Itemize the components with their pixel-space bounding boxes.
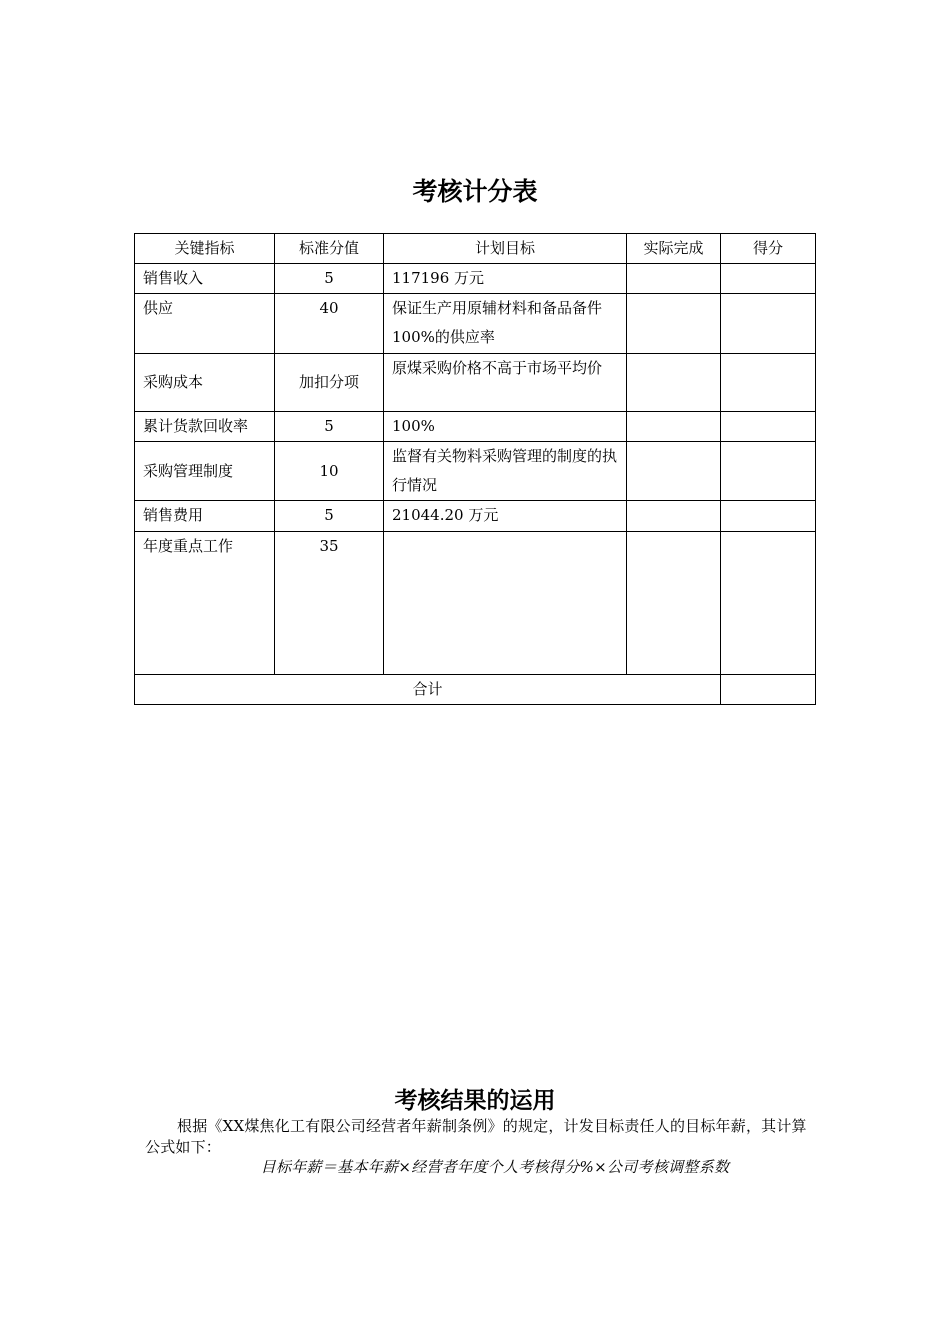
cell-score (721, 532, 816, 675)
total-score (721, 675, 816, 705)
header-target: 计划目标 (384, 234, 627, 264)
score-table (134, 233, 816, 705)
header-indicator: 关键指标 (135, 234, 275, 264)
cell-actual (627, 294, 721, 354)
cell-target (384, 532, 627, 675)
cell-target: 100% (384, 412, 627, 442)
header-score: 得分 (721, 234, 816, 264)
cell-target: 监督有关物料采购管理的制度的执行情况 (384, 442, 627, 501)
cell-standard-score: 5 (275, 501, 384, 532)
table-total-row (135, 675, 816, 705)
results-paragraph: 根据《XX煤焦化工有限公司经营者年薪制条例》的规定，计发目标责任人的目标年薪，其计算公式如下： (145, 1117, 807, 1156)
cell-score (721, 354, 816, 412)
cell-target: 117196 万元 (384, 264, 627, 294)
cell-actual (627, 354, 721, 412)
cell-actual (627, 412, 721, 442)
cell-indicator: 累计货款回收率 (135, 412, 275, 442)
cell-actual (627, 442, 721, 501)
cell-target: 21044.20 万元 (384, 501, 627, 532)
cell-score (721, 501, 816, 532)
cell-actual (627, 501, 721, 532)
cell-indicator: 采购成本 (135, 354, 275, 412)
cell-standard-score: 40 (275, 294, 384, 354)
table-row (135, 412, 816, 442)
page-title: 考核计分表 (412, 177, 538, 206)
cell-standard-score: 5 (275, 264, 384, 294)
salary-formula: 目标年薪＝基本年薪×经营者年度个人考核得分%×公司考核调整系数 (260, 1158, 730, 1176)
cell-indicator: 年度重点工作 (135, 532, 275, 675)
header-standard-score: 标准分值 (275, 234, 384, 264)
total-label: 合计 (135, 675, 721, 705)
cell-score (721, 294, 816, 354)
cell-standard-score: 加扣分项 (275, 354, 384, 412)
cell-standard-score: 35 (275, 532, 384, 675)
cell-score (721, 412, 816, 442)
table-header-row (135, 234, 816, 264)
cell-score (721, 264, 816, 294)
cell-indicator: 采购管理制度 (135, 442, 275, 501)
table-row (135, 294, 816, 354)
cell-target: 保证生产用原辅材料和备品备件100%的供应率 (384, 294, 627, 354)
cell-indicator: 销售费用 (135, 501, 275, 532)
table-row (135, 354, 816, 412)
table-row (135, 264, 816, 294)
cell-standard-score: 5 (275, 412, 384, 442)
cell-indicator: 供应 (135, 294, 275, 354)
table-row (135, 532, 816, 675)
cell-indicator: 销售收入 (135, 264, 275, 294)
cell-actual (627, 264, 721, 294)
cell-score (721, 442, 816, 501)
table-row (135, 442, 816, 501)
results-section-title: 考核结果的运用 (394, 1088, 556, 1114)
table-row (135, 501, 816, 532)
cell-actual (627, 532, 721, 675)
cell-target: 原煤采购价格不高于市场平均价 (384, 354, 627, 412)
header-actual: 实际完成 (627, 234, 721, 264)
cell-standard-score: 10 (275, 442, 384, 501)
